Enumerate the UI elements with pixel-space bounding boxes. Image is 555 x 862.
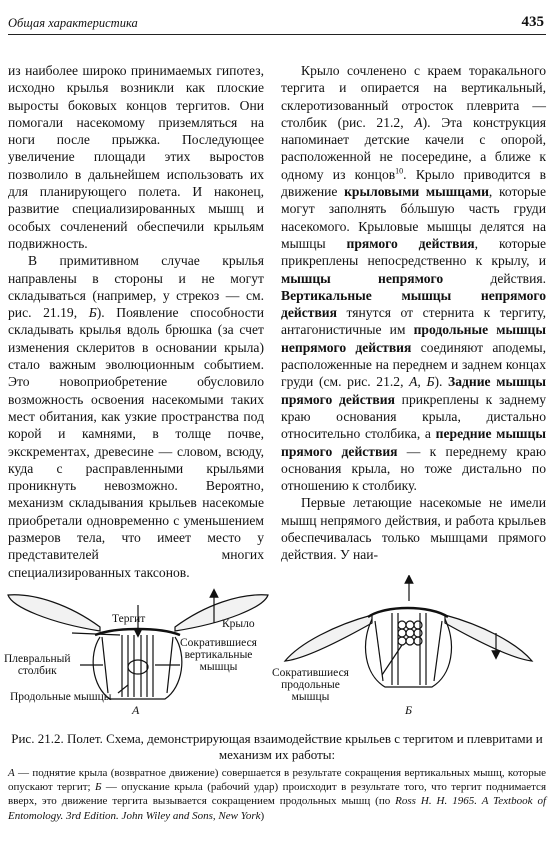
text-run: ).: [434, 374, 449, 390]
figure-letter: А: [8, 767, 15, 779]
text-run: соединяют аподемы, расположенные на переднем и заднем концах груди (см. рис. 21.2,: [281, 339, 546, 390]
wing-left-b: [285, 615, 372, 661]
text-run: , которые прикреплены непосредственно к крылу, и: [281, 235, 547, 269]
text-run: прикреплены к заднему краю основания крыла, дистально относительно столбика, а: [281, 391, 546, 442]
label-vertical-muscles: [180, 637, 257, 673]
label-line: Сократившиеся: [180, 637, 257, 649]
label-longitudinal-muscles: Продольные мышцы: [10, 691, 112, 703]
figure-caption-note: [8, 766, 546, 823]
label-contracted-longitudinal: [272, 667, 349, 703]
text-run: ). Появление способности складывать крылья вдоль брюшка (за счет изменения склеритов в основании крыла) стало важным эволюционным событием. Это новоприобретение обусловило возможность освоения насекомыми таких мест обитания, как узкие пространства под корой и камнями, в толще почве, экскрементах, древесине — словом, всюду, куда с расправленными крыльями проникнуть невозможно. Вероятно, механизм складывания крыльев насекомые приобретали одновременно с уменьшением размеров тела, что имеет место у представителей многих специализированных таксонов.: [8, 305, 264, 580]
longitudinal-muscle-a: [128, 660, 148, 674]
text-run: ): [260, 809, 265, 822]
contracted-muscle-b: [398, 621, 422, 645]
text-run: . Крыло приводится в движение: [281, 166, 546, 200]
label-line: вертикальные: [184, 649, 253, 661]
text-run: , которые могут заполнять бóльшую часть груди насекомого. Крыловые мышцы делятся на мышцы: [281, 184, 547, 251]
citation: Ross H. H. 1965. A Textbook of Entomology. 3rd Edition. John Wiley and Sons, New York: [8, 795, 546, 822]
figure-letter: Б: [94, 781, 102, 794]
page-header: [8, 6, 546, 35]
figure-caption: Рис. 21.2. Полет. Схема, демонстрирующая взаимодействие крыльев с тергитом и плевритами и механизм их работы:: [11, 731, 543, 762]
term: крыловыми мышцами: [344, 184, 489, 200]
term: Задние мышцы прямого действия: [281, 374, 547, 407]
label-line: Плевральный: [4, 653, 71, 665]
page-number: 435: [521, 14, 544, 30]
left-paragraph-1: из наиболее широко принимаемых гипотез, исходно крылья возникли как плоские выросты боковых концов тергитов. Они помогали насекомому приземляться на ноги после прыжка. Последующее увеличение площади этих выростов позволило в дальнейшем использовать их для планирующего полета. И наконец, развитие специализированных мышц и особых сочленений обеспечили крыльям подвижность.: [8, 63, 264, 251]
text-run: — к переднему краю основания крыла, но тоже дистально по отношению к столбику.: [281, 443, 546, 494]
label-wing: Крыло: [222, 618, 255, 630]
term: мышцы непрямого: [281, 270, 444, 286]
figure-letter: А: [414, 114, 423, 130]
text-run: В примитивном случае крылья направлены в стороны и не могут складываться (например, у стрекоз — см. рис. 21.19,: [8, 253, 264, 321]
left-column: [8, 62, 264, 581]
term: прямого действия: [346, 235, 475, 251]
figure-letter: А, Б: [409, 374, 435, 390]
label-line: продольные: [281, 679, 340, 691]
label-line: мышцы: [199, 661, 238, 673]
text-run: тянутся от стернита к тергиту, антагонистичные им: [281, 305, 546, 338]
label-tergite: Тергит: [112, 613, 146, 625]
panel-letter-a: А: [132, 703, 140, 717]
right-column: [281, 62, 546, 564]
term: продольные мышцы непрямого действия: [281, 322, 547, 355]
text-run: ). Эта конструкция напоминает детские качели с опорой, расположенной не посередине, а ближе к одному из концов: [281, 114, 546, 182]
text-run: — опускание крыла (рабочий удар) происходит в результате того, что тергит поднимается вверх, это движение тергита вызывается сокращением продольных мышц (по: [8, 781, 546, 808]
thorax-a: [93, 637, 182, 699]
tergite-b: [368, 608, 448, 617]
text-run: — поднятие крыла (возвратное движение) совершается в результате сокращения вертикальных мышц, которые опускают тергит;: [8, 767, 546, 794]
label-line: столбик: [17, 665, 57, 677]
footnote-marker: 10: [395, 166, 404, 176]
label-line: мышцы: [291, 691, 330, 703]
text-run: Крыло сочленено с краем торакального тергита и опирается на вертикальный, склеротизованный отросток плеврита — столбик (рис. 21.2,: [281, 63, 546, 130]
figure-21-2: [0, 575, 555, 725]
right-paragraph-2: Первые летающие насекомые не имели мышц непрямого действия, и работа крыльев обеспечивалась только мышцами прямого действия. У наи-: [281, 495, 546, 563]
wing-left-a: [8, 595, 100, 631]
figure-letter: Б: [88, 305, 97, 321]
term: передние мышцы прямого действия: [281, 426, 546, 459]
wing-right-b: [445, 615, 532, 661]
text-run: действия.: [443, 270, 546, 286]
left-paragraph-2: [8, 252, 264, 581]
panel-letter-b: Б: [405, 703, 413, 717]
running-title: Общая характеристика: [8, 16, 138, 30]
label-line: Сократившиеся: [272, 667, 349, 679]
term: Вертикальные мышцы непрямого действия: [281, 287, 546, 321]
label-pleural-column: [4, 653, 71, 677]
right-paragraph-1: [281, 62, 546, 494]
